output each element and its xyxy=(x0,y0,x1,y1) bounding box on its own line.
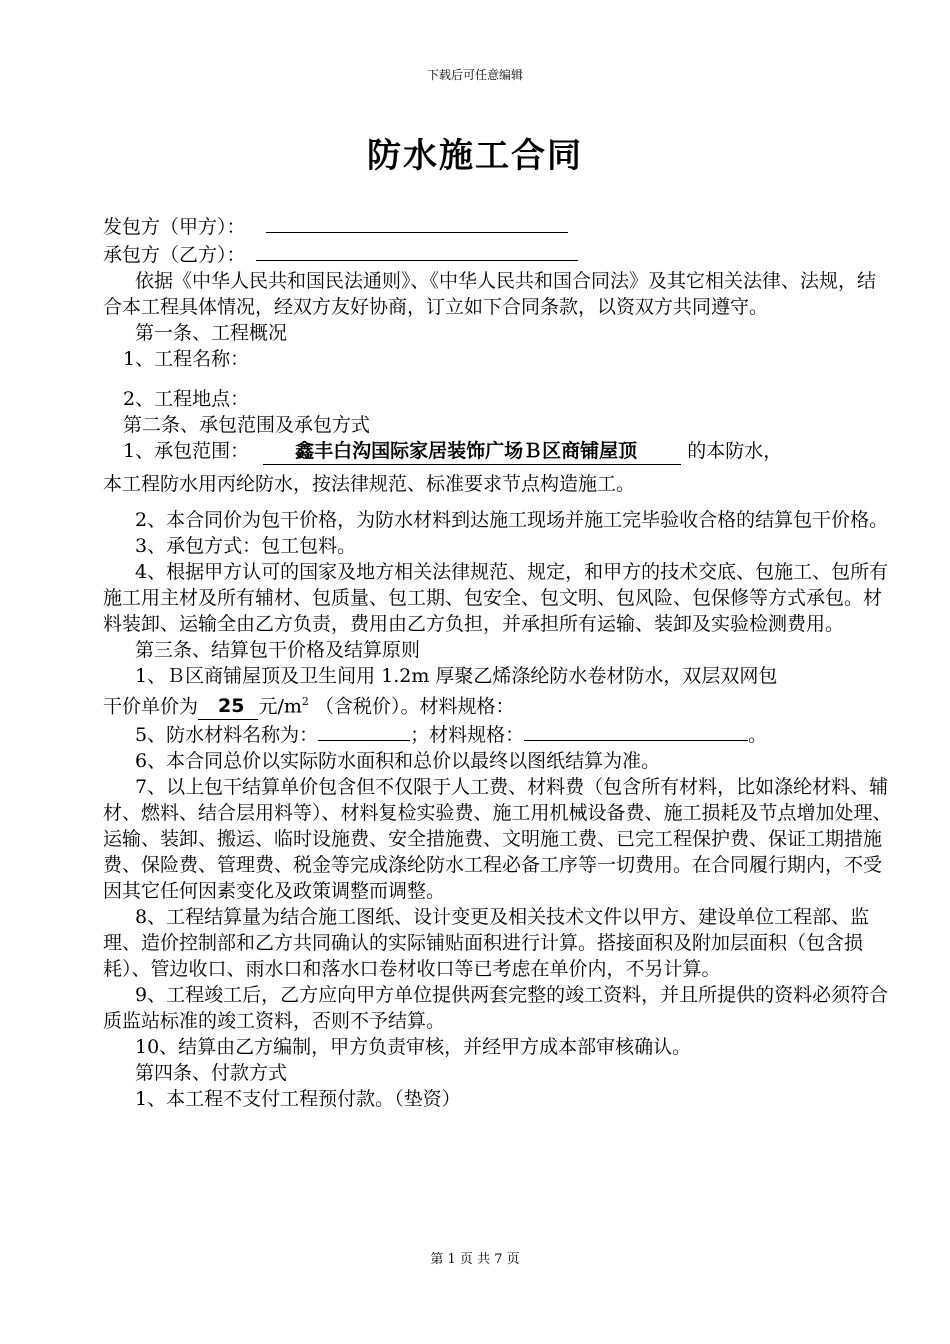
article-3-para-1-line-2 xyxy=(103,689,893,720)
project-name-label: 1、工程名称： xyxy=(123,348,250,370)
page-footer: 第 1 页 共 7 页 xyxy=(430,1252,520,1267)
article-4-title: 第四条、付款方式 xyxy=(135,1062,288,1085)
party-b-blank xyxy=(256,240,578,261)
unit-superscript: 2 xyxy=(301,695,309,708)
article-3-para-5 xyxy=(103,720,893,748)
intro-paragraph: 依据《中华人民共和国民法通则》、《中华人民共和国合同法》及其它相关法律、法规，结合本工程具体情况，经双方友好协商，订立如下合同条款，以资双方共同遵守。 xyxy=(103,270,877,318)
material-name-blank xyxy=(318,720,410,741)
scope-line-2: 本工程防水用丙纶防水，按法律规范、标准要求节点构造施工。 xyxy=(103,473,636,495)
party-b-line xyxy=(103,240,893,268)
price-prefix: 干价单价为 xyxy=(103,695,199,718)
article-2-para-2: 2、本合同价为包干价格，为防水材料到达施工现场并施工完毕验收合格的结算包干价格。 xyxy=(135,509,889,531)
article-3-para-8: 8、工程结算量为结合施工图纸、设计变更及相关技术文件以甲方、建设单位工程部、监理、造价控制部和乙方共同确认的实际铺贴面积进行计算。搭接面积及附加层面积（包含损耗）、管边收口、雨水口和落水口卷材收口等已考虑在单价内，不另计算。 xyxy=(103,906,870,981)
material-spec-label: ；材料规格： xyxy=(410,724,525,747)
article-2-title: 第二条、承包范围及承包方式 xyxy=(123,414,371,436)
party-a-blank xyxy=(266,212,568,233)
price-suffix: （含税价）。材料规格： xyxy=(314,695,515,718)
material-name-label: 5、防水材料名称为： xyxy=(135,724,319,747)
article-4-para-1: 1、本工程不支付工程预付款。（垫资） xyxy=(135,1088,461,1111)
article-3-title: 第三条、结算包干价格及结算原则 xyxy=(135,639,421,661)
party-a-label: 发包方（甲方）： xyxy=(103,216,246,238)
period: 。 xyxy=(748,724,768,747)
article-3-para-10: 10、结算由乙方编制，甲方负责审核，并经甲方成本部审核确认。 xyxy=(135,1036,692,1059)
header-note: 下载后可任意编辑 xyxy=(426,68,523,82)
contract-body xyxy=(103,212,893,1112)
unit-price: 25 xyxy=(198,693,258,720)
article-3-para-7: 7、以上包干结算单价包含但不仅限于人工费、材料费（包含所有材料，比如涤纶材料、辅材、燃料、结合层用料等）、材料复检实验费、施工用机械设备费、施工损耗及节点增加处理、运输、装卸、搬运、临时设施费、安全措施费、文明施工费、已完工程保护费、保证工期措施费、保险费、管理费、税金等完成涤纶防水工程必备工序等一切费用。在合同履行期内，不受因其它任何因素变化及政策调整而调整。 xyxy=(103,776,892,903)
project-location-label: 2、工程地点： xyxy=(123,388,250,410)
party-a-line xyxy=(103,212,893,240)
scope-value: 鑫丰白沟国际家居装饰广场Ｂ区商铺屋顶 xyxy=(263,438,681,465)
material-spec-blank xyxy=(524,720,748,741)
scope-line xyxy=(103,438,893,465)
article-2-para-4: 4、根据甲方认可的国家及地方相关法律规范、规定，和甲方的技术交底、包施工、包所有施工用主材及所有辅材、包质量、包工期、包安全、包文明、包风险、包保修等方式承包。材料装卸、运输全由乙方负责，费用由乙方负担，并承担所有运输、装卸及实验检测费用。 xyxy=(103,561,889,635)
article-3-para-6: 6、本合同总价以实际防水面积和总价以最终以图纸结算为准。 xyxy=(135,750,661,773)
article-3-para-9: 9、工程竣工后，乙方应向甲方单位提供两套完整的竣工资料，并且所提供的资料必须符合质监站标准的竣工资料，否则不予结算。 xyxy=(103,984,889,1033)
document-title: 防水施工合同 xyxy=(367,136,583,176)
party-b-label: 承包方（乙方）： xyxy=(103,244,246,266)
scope-suffix: 的本防水， xyxy=(687,440,783,462)
article-1-title: 第一条、工程概况 xyxy=(135,322,288,344)
price-unit: 元/m xyxy=(258,695,302,718)
scope-prefix: 1、承包范围： xyxy=(123,440,250,462)
article-2-para-3: 3、承包方式：包工包料。 xyxy=(135,535,357,557)
article-3-para-1-line-1: 1、Ｂ区商铺屋顶及卫生间用 1.2m 厚聚乙烯涤纶防水卷材防水，双层双网包 xyxy=(135,665,778,687)
